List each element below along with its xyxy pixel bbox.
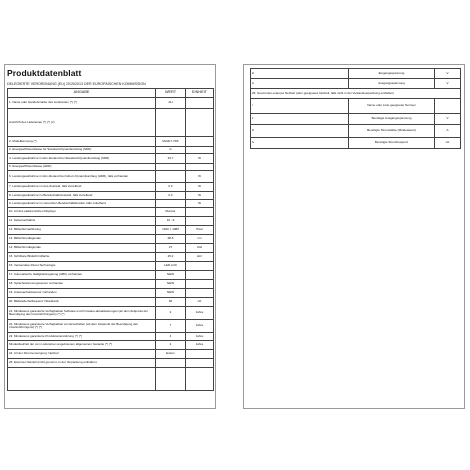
row-label: 17. Automatische Helligkeitsregelung (ABC) vorhanden bbox=[8, 271, 156, 280]
row-unit: dm² bbox=[186, 253, 214, 262]
row-unit: A bbox=[435, 125, 461, 138]
table-row bbox=[8, 341, 214, 350]
row-unit: W bbox=[186, 171, 214, 183]
row-unit: V bbox=[435, 114, 461, 125]
row-value: Ausgangsspannung bbox=[349, 79, 435, 89]
row-label: ii bbox=[251, 114, 349, 125]
row-value bbox=[156, 359, 186, 368]
row-label: 4. Leistungsaufnahme im Ein-Zustand bei Standard-Dynamikumfang (SDR) bbox=[8, 154, 156, 164]
table-row bbox=[251, 69, 461, 79]
table-row bbox=[251, 125, 461, 138]
row-unit bbox=[186, 164, 214, 171]
row-label: iv bbox=[251, 138, 349, 149]
header-einheit: EINHEIT bbox=[186, 89, 214, 98]
table-row bbox=[8, 271, 214, 280]
row-label: 26. Genormtes externes Netzteil (oder geeignetes Netzteil, falls nicht in der Verkaufsverpackung enthalten) bbox=[251, 89, 461, 99]
page-title: Produktdatenblatt bbox=[7, 68, 82, 78]
row-value: Monitor bbox=[156, 208, 186, 217]
row-label: 20. Bildwiederholfrequenz (Standard) bbox=[8, 298, 156, 307]
row-label: 8. Leistungsaufnahme im Bereitschaftszustand, falls zutreffend bbox=[8, 192, 156, 200]
row-value: Eingangsspannung bbox=[349, 69, 435, 79]
row-label: iv bbox=[251, 79, 349, 89]
row-label: 22. Mindestens garantierte Verfügbarkeit von Ersatzteilen (ab dem Zeitpunkt der Beendigung des Inverkehrbringens) (*) (*) bbox=[8, 320, 156, 333]
power-supply-table-body bbox=[251, 69, 461, 149]
row-value bbox=[156, 109, 186, 137]
row-label: 7. Leistungsaufnahme im Aus-Zustand, falls zutreffend bbox=[8, 183, 156, 192]
row-unit: Jahre bbox=[186, 320, 214, 333]
row-label: 10. Art des elektronischen Displays bbox=[8, 208, 156, 217]
header-wert: WERT bbox=[156, 89, 186, 98]
table-row bbox=[8, 262, 214, 271]
table-row bbox=[251, 99, 461, 114]
row-unit: Pixel bbox=[186, 226, 214, 235]
row-label: 16. Verwendete Panel-Technologie bbox=[8, 262, 156, 271]
table-row bbox=[8, 183, 214, 192]
row-unit bbox=[186, 208, 214, 217]
table-row bbox=[8, 298, 214, 307]
row-unit: Hz bbox=[435, 138, 461, 149]
table-row bbox=[251, 79, 461, 89]
row-unit bbox=[186, 109, 214, 137]
row-unit: Zoll bbox=[186, 244, 214, 253]
table-row bbox=[8, 289, 214, 298]
table-row bbox=[8, 320, 214, 333]
table-row bbox=[8, 164, 214, 171]
row-label: 12. Bildschirmauflösung bbox=[8, 226, 156, 235]
row-label: 15. Sichtbare Bildschirmfläche bbox=[8, 253, 156, 262]
row-label: 13. Bildschirmdiagonale bbox=[8, 235, 156, 244]
table-row bbox=[8, 147, 214, 154]
row-value: LED LCD bbox=[156, 262, 186, 271]
row-unit: W bbox=[186, 200, 214, 208]
table-row bbox=[8, 154, 214, 164]
row-label: i bbox=[251, 99, 349, 114]
left-datasheet-page bbox=[4, 64, 216, 409]
row-label bbox=[8, 368, 156, 391]
row-unit: Hz bbox=[186, 298, 214, 307]
row-value: Name oder Liste geeigneter Normen bbox=[349, 99, 435, 114]
table-row bbox=[8, 192, 214, 200]
row-value: AH bbox=[156, 98, 186, 109]
row-unit bbox=[186, 262, 214, 271]
row-value: Benötigte Stromstärke (Mindestwert) bbox=[349, 125, 435, 138]
table-row bbox=[8, 137, 214, 147]
row-label: 14. Bildschirmdiagonale bbox=[8, 244, 156, 253]
row-unit: W bbox=[186, 154, 214, 164]
row-label: 5. Energieeffizienzklasse (HDR) bbox=[8, 164, 156, 171]
table-row bbox=[8, 368, 214, 391]
row-unit bbox=[186, 359, 214, 368]
row-value: G bbox=[156, 147, 186, 154]
row-label: 19. Anwesenheitssensor vorhanden bbox=[8, 289, 156, 298]
row-label: 21. Mindestens garantierte Verfügbarkeit Software und Firmware-aktualisierungen (ab dem Zeitpunkt der Beendigung des Inverkehrbringens) (*) (*) bbox=[8, 307, 156, 320]
table-row bbox=[8, 200, 214, 208]
row-label: iii bbox=[251, 69, 349, 79]
table-row bbox=[8, 307, 214, 320]
table-row bbox=[251, 114, 461, 125]
table-row bbox=[8, 280, 214, 289]
row-unit: Jahre bbox=[186, 333, 214, 341]
row-label: 2. Modellkennung (*) bbox=[8, 137, 156, 147]
row-value bbox=[156, 368, 186, 391]
table-row bbox=[8, 253, 214, 262]
table-row bbox=[8, 109, 214, 137]
row-label: Anschrift des Lieferanten (*) (*) (c) bbox=[8, 109, 156, 137]
row-label: 18. Spracherkennungssensor vorhanden bbox=[8, 280, 156, 289]
row-unit: W bbox=[186, 192, 214, 200]
row-unit bbox=[186, 147, 214, 154]
table-row bbox=[251, 89, 461, 99]
datasheet-table bbox=[7, 88, 214, 391]
row-unit bbox=[186, 271, 214, 280]
row-value bbox=[156, 171, 186, 183]
row-label: 25. Externes Netzteil (nicht genormt, in der Verpackung enthalten) bbox=[8, 359, 156, 368]
datasheet-table-body bbox=[8, 98, 214, 391]
row-label: 6. Leistungsaufnahme im Ein-Zustand bei hohem Dynamikumfang (HDR), falls vorhanden bbox=[8, 171, 156, 183]
row-value: 7 bbox=[156, 320, 186, 333]
row-value: 27 bbox=[156, 244, 186, 253]
row-unit: cm bbox=[186, 235, 214, 244]
row-value: MA4K7.7RF bbox=[156, 137, 186, 147]
row-value: Extern bbox=[156, 350, 186, 359]
row-value bbox=[156, 164, 186, 171]
row-value: 0.3 bbox=[156, 183, 186, 192]
row-label: 3. Energieeffizienzklasse für Standard-Dynamikumfang (SDR) bbox=[8, 147, 156, 154]
row-unit bbox=[186, 137, 214, 147]
row-value: 16 : 9 bbox=[156, 217, 186, 226]
row-value: NEIN bbox=[156, 271, 186, 280]
row-unit bbox=[186, 280, 214, 289]
row-label: 9. Leistungsaufnahme im vernetzten Bereitschaftsbetrieb, falls zutreffend bbox=[8, 200, 156, 208]
row-value: 34.7 bbox=[156, 154, 186, 164]
row-unit: V bbox=[435, 69, 461, 79]
row-value: 25.2 bbox=[156, 253, 186, 262]
row-unit bbox=[186, 98, 214, 109]
row-label: iii bbox=[251, 125, 349, 138]
row-value bbox=[156, 200, 186, 208]
row-value: 2 bbox=[156, 307, 186, 320]
header-angabe: ANGABE bbox=[8, 89, 156, 98]
table-row bbox=[8, 208, 214, 217]
row-value: 68.6 bbox=[156, 235, 186, 244]
table-row bbox=[251, 138, 461, 149]
table-row bbox=[8, 171, 214, 183]
row-label: 1. Name oder Handelsmarke des Lieferanten (*) (*) bbox=[8, 98, 156, 109]
table-row bbox=[8, 217, 214, 226]
page-subtitle: DELEGIERTE VERORDNUNG (EU) 2019/2013 DER EUROPÄISCHEN KOMMISSION bbox=[7, 82, 146, 86]
row-unit: Jahre bbox=[186, 307, 214, 320]
row-unit bbox=[186, 217, 214, 226]
row-label: 11. Seitenverhältnis bbox=[8, 217, 156, 226]
row-unit: Jahre bbox=[186, 341, 214, 350]
row-value: 0.3 bbox=[156, 192, 186, 200]
table-row bbox=[8, 333, 214, 341]
row-unit bbox=[186, 368, 214, 391]
row-unit: W bbox=[186, 183, 214, 192]
row-label: 24. Art der Stromversorgung: Netzteil bbox=[8, 350, 156, 359]
row-value: NEIN bbox=[156, 280, 186, 289]
row-unit: V bbox=[435, 79, 461, 89]
row-value: NEIN bbox=[156, 289, 186, 298]
power-supply-table bbox=[250, 68, 461, 149]
row-value: 1920 × 1080 bbox=[156, 226, 186, 235]
table-row bbox=[8, 98, 214, 109]
row-value: 60 bbox=[156, 298, 186, 307]
row-unit bbox=[186, 289, 214, 298]
row-value: Benötigte Ausgangsspannung bbox=[349, 114, 435, 125]
table-row bbox=[8, 359, 214, 368]
row-label: 23. Mindestens garantierte Produktunterstützung (*) (*) bbox=[8, 333, 156, 341]
row-value: Benötigte Stromfrequenz bbox=[349, 138, 435, 149]
row-value: 4 bbox=[156, 333, 186, 341]
row-unit bbox=[186, 350, 214, 359]
table-row bbox=[8, 350, 214, 359]
row-label: Mindestlaufzeit der vom Lieferanten angebotenen allgemeinen Garantie (*) (*) bbox=[8, 341, 156, 350]
right-datasheet-page bbox=[243, 64, 465, 409]
row-value: 2 bbox=[156, 341, 186, 350]
table-row bbox=[8, 226, 214, 235]
table-row bbox=[8, 244, 214, 253]
table-row bbox=[8, 235, 214, 244]
row-unit bbox=[435, 99, 461, 114]
